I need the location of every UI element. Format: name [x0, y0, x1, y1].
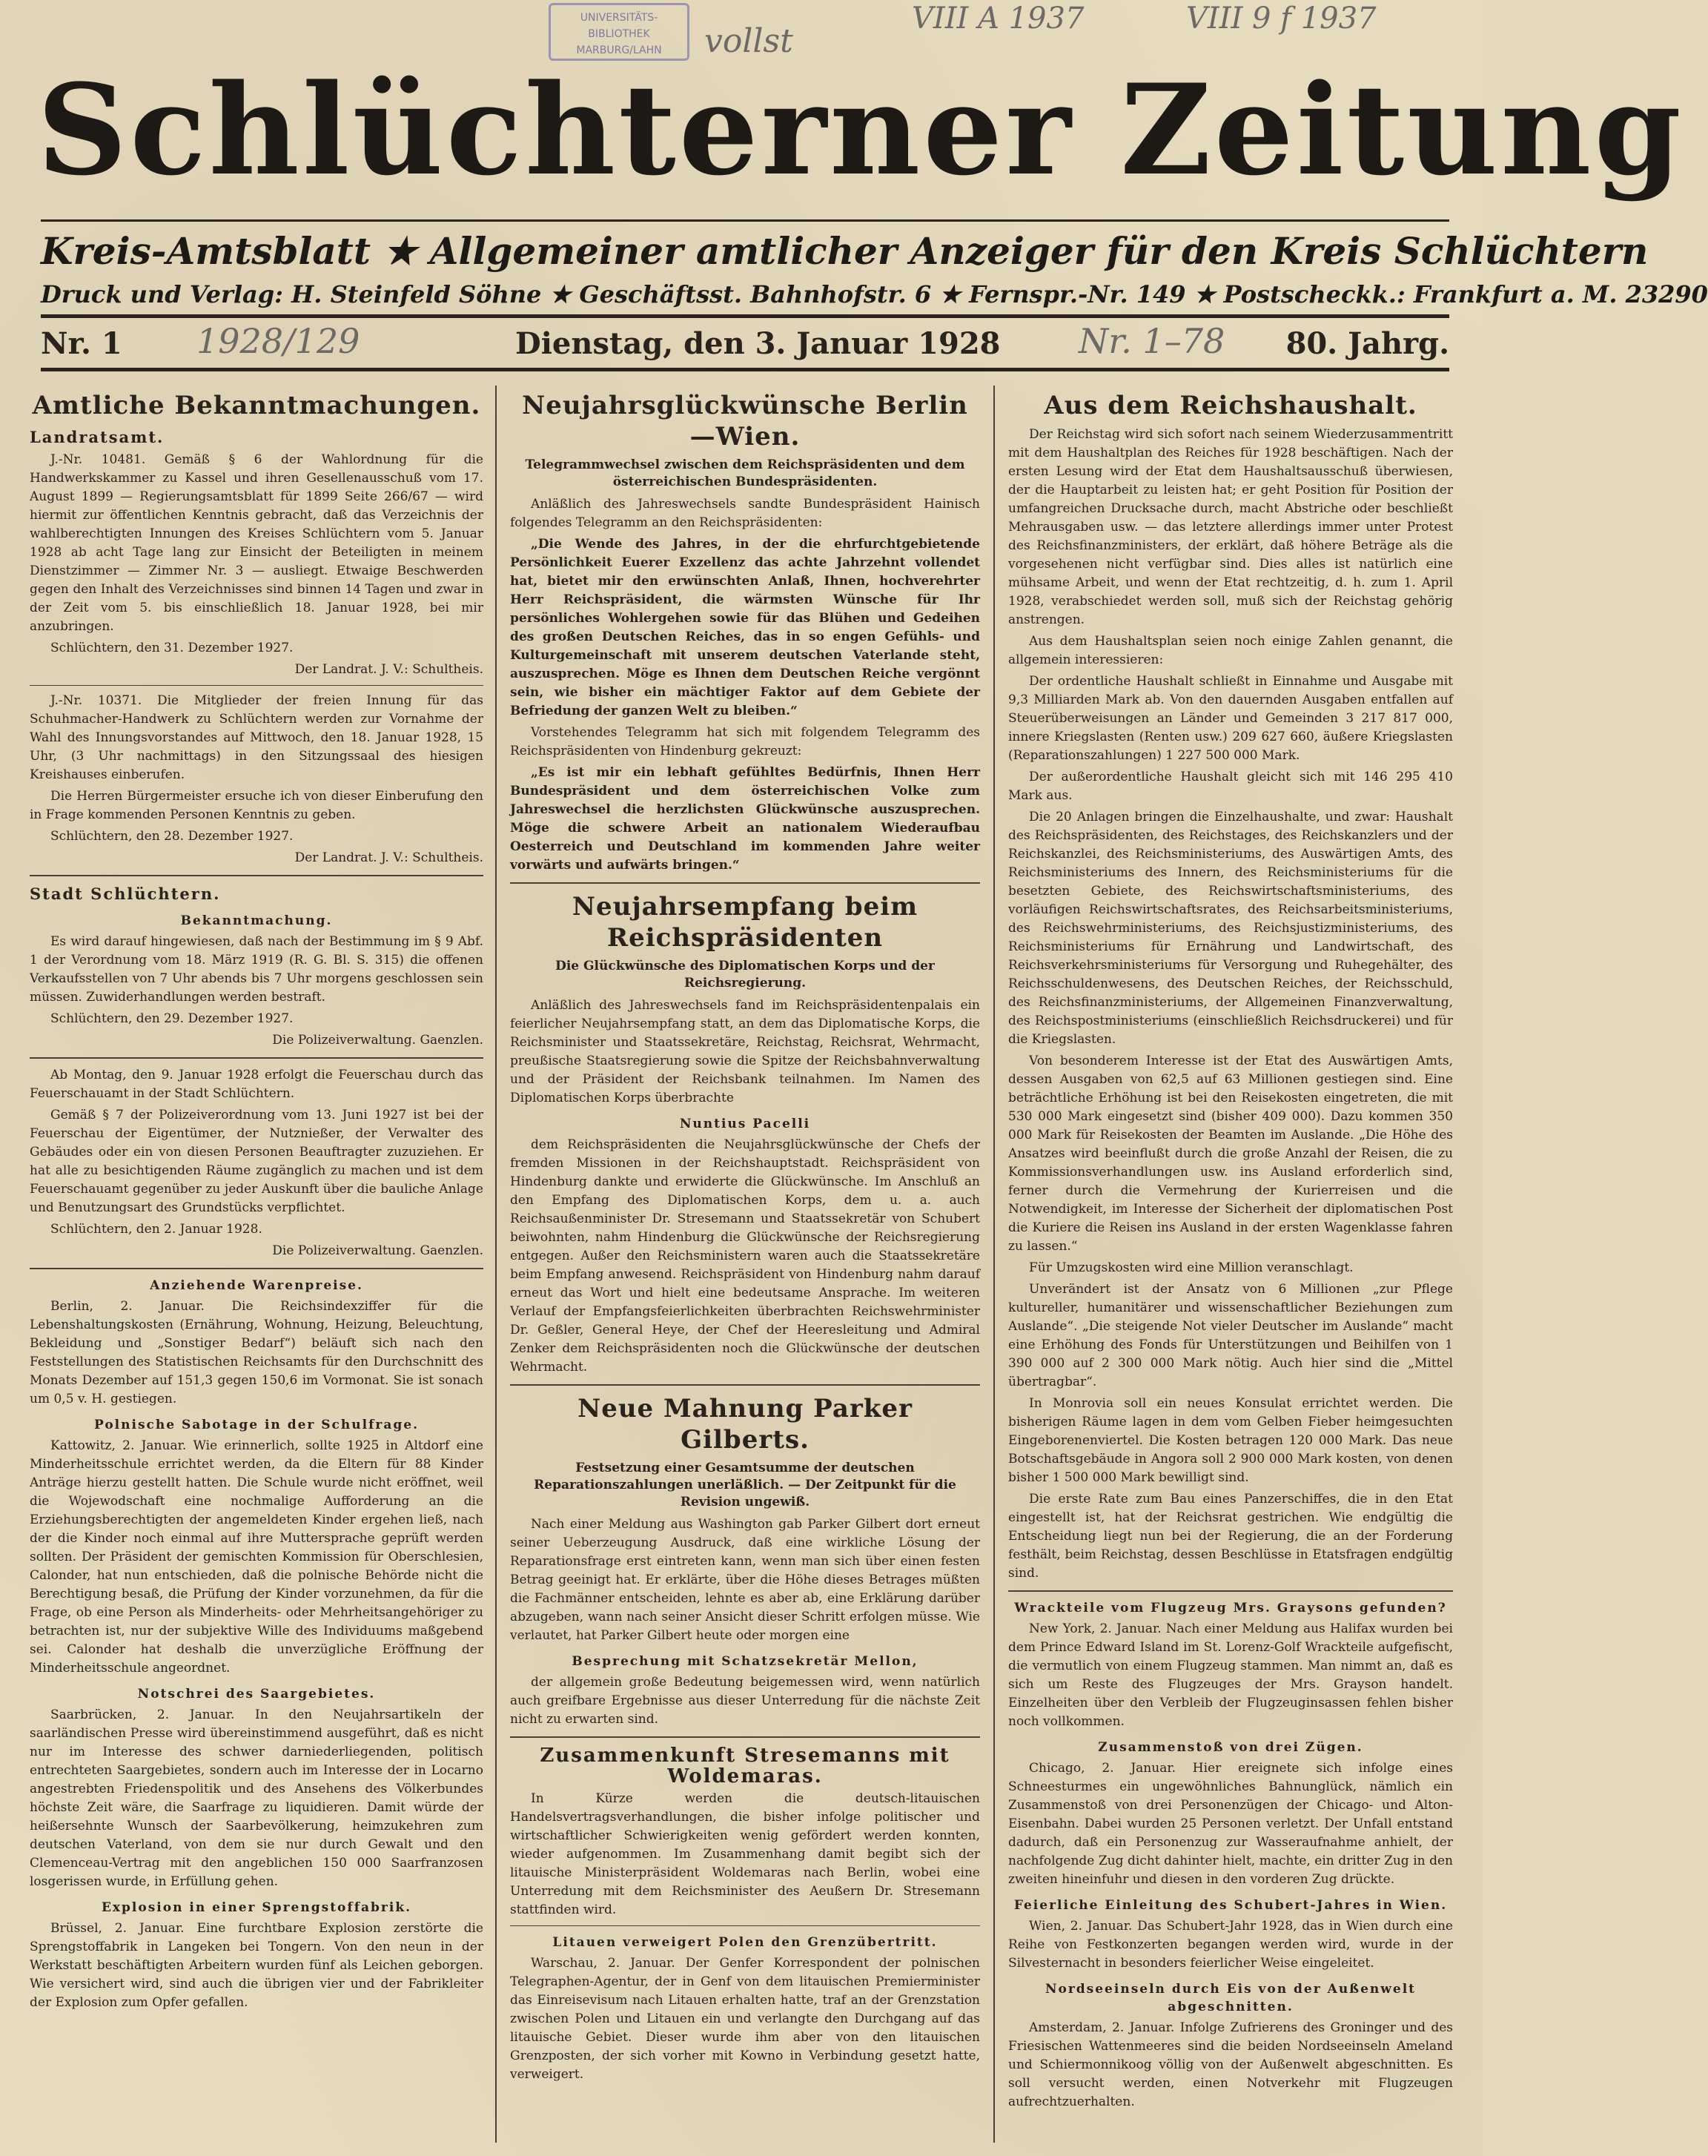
column-divider-1	[495, 386, 497, 2143]
notice-verkaufsstellen: Es wird darauf hingewiesen, daß nach der Bestimmung im § 9 Abf. 1 der Verordnung vom 18. März 1919 (R. G. Bl. S. 315) die offenen Verkaufsstellen von 7 Uhr abends bis 7 Uhr morgens geschlossen sein müssen. Zuwiderhandlungen werden bestraft.	[30, 934, 483, 1005]
article-glueck-reply: Vorstehendes Telegramm hat sich mit folgendem Telegramm des Reichspräsidenten von Hindenburg gekreuzt:	[510, 725, 980, 758]
notice-signature: Der Landrat. J. V.: Schultheis.	[294, 850, 483, 865]
lede-neujahrsempfang: Die Glückwünsche des Diplomatischen Korps und der Reichsregierung.	[555, 959, 935, 991]
article-empfang: Anläßlich des Jahreswechsels fand im Reichspräsidentenpalais ein feierlicher Neujahrsempfang statt, an dem das Diplomatische Korps, die Reichsminister und Staatssekretäre, Reichstag, Reichsrat, Wehrmacht, preußische Staatsregierung sowie die Spitze der Reichsbahnverwaltung und der Präsident der Reichsbank teilnahmen. Im Namen des Diplomatischen Korps überbrachte	[510, 998, 980, 1105]
article-nordsee: Amsterdam, 2. Januar. Infolge Zufrierens des Groninger und des Friesischen Wattenmeeres sind die beiden Nordseeinseln Ameland und Schiermonnikoog völlig von der Außenwelt abgeschnitten. Es soll versucht werden, einen Notverkehr mit Flugzeugen aufrechtzuerhalten.	[1008, 2020, 1453, 2109]
pencil-note-range: Nr. 1–78	[1079, 321, 1225, 361]
divider	[30, 1268, 483, 1269]
heading-explosion: Explosion in einer Sprengstoffabrik.	[101, 1900, 412, 1915]
imprint-line: Druck und Verlag: H. Steinfeld Söhne ★ Geschäftsst. Bahnhofstr. 6 ★ Fernspr.-Nr. 149 ★ Postscheckk.: Frankfurt a. M. 23290	[41, 280, 1708, 308]
article-haushalt-6: Von besonderem Interesse ist der Etat des Auswärtigen Amts, dessen Ausgaben von 62,5 auf 63 Millionen gestiegen sind. Eine beträchtliche Erhöhung ist bei den Reisekosten eingetreten, die mit 530 000 Mark eingesetzt sind (bisher 409 000). Dazu kommen 350 000 Mark für Reisekosten der Beamten im Auslande. „Die Höhe des Ansatzes wird beeinflußt durch die große Anzahl der Reisen, die zu Kommissionsverhandlungen usw. ins Ausland erforderlich sind, ferner durch die Vermehrung der Kurierreisen und die Notwendigkeit, im Interesse der Sicherheit der diplomatischen Post die Kuriere die Reisen ins Ausland in der ersten Wagenklasse fahren zu lassen.“	[1008, 1054, 1453, 1254]
notice-signature: Der Landrat. J. V.: Schultheis.	[294, 662, 483, 677]
divider	[510, 1925, 980, 1926]
article-haushalt-9: In Monrovia soll ein neues Konsulat errichtet werden. Die bisherigen Räume lagen in dem vom Gelben Fieber heimgesuchten Eingeborenenviertel. Die Kosten betragen 120 000 Mark. Das neue Botschaftsgebäude in Angora soll 2 900 000 Mark kosten, von denen bisher 1 500 000 Mark bewilligt sind.	[1008, 1396, 1453, 1485]
notice-date: Schlüchtern, den 29. Dezember 1927.	[50, 1011, 294, 1026]
divider	[1008, 1590, 1453, 1592]
article-sabotage: Kattowitz, 2. Januar. Wie erinnerlich, sollte 1925 in Altdorf eine Minderheitsschule errichtet werden, da die Eltern für 88 Kinder Anträge hierzu gestellt hatten. Die Schule wurde nicht eröffnet, weil die Wojewodschaft eine nochmalige Aufforderung an die Erziehungsberechtigten der angemeldeten Kinder ergehen ließ, nach der die Kinder noch einmal auf ihre Muttersprache geprüft werden sollten. Der Präsident der gemischten Kommission für Oberschlesien, Calonder, hat nun entschieden, daß die polnische Behörde nicht die Berechtigung besaß, die Prüfung der Kinder vorzunehmen, da für die Frage, ob eine Person als Minderheits- oder Mehrheitsangehöriger zu betrachten ist, nur der subjektive Wille des Individuums maßgebend sei. Calonder hat deshalb die unverzügliche Eröffnung der Minderheitsschule angeordnet.	[30, 1438, 483, 1676]
pencil-note-years: 1928/129	[196, 321, 360, 361]
stamp-line-2: BIBLIOTHEK	[588, 28, 650, 40]
divider	[510, 882, 980, 884]
article-explosion: Brüssel, 2. Januar. Eine furchtbare Explosion zerstörte die Sprengstoffabrik in Langeken bei Tongern. Von den neun in der Werkstatt beschäftigten Arbeitern wurden fünf als Leichen geborgen. Wie versichert wird, sind auch die übrigen vier und der Fabrikleiter der Explosion zum Opfer gefallen.	[30, 1921, 483, 2010]
divider	[30, 685, 483, 686]
article-nuntius: dem Reichspräsidenten die Neujahrsglückwünsche der Chefs der fremden Missionen in der Reichshauptstadt. Reichspräsident von Hindenburg dankte und erwiderte die Glückwünsche. Im Anschluß an den Empfang des Diplomatischen Korps, dem u. a. auch Reichsaußenminister Dr. Stresemann und Staatssekretär von Schubert beiwohnten, nahm Hindenburg die Glückwünsche der Reichsregierung entgegen. Außer den Reichsministern waren auch die Staatssekretäre beim Empfang anwesend. Reichspräsident von Hindenburg nahm darauf erneut das Wort und hielt eine bedeutsame Ansprache. Im weiteren Verlauf der Empfangsfeierlichkeiten überbrachten Reichswehrminister Dr. Geßler, General Heye, der Chef der Heeresleitung und Admiral Zenker dem Reichspräsidenten noch die Glückwünsche der deutschen Wehrmacht.	[510, 1137, 980, 1375]
dateline-rule	[41, 368, 1449, 371]
heading-amtliche: Amtliche Bekanntmachungen.	[32, 391, 481, 420]
masthead-rule	[41, 219, 1449, 222]
article-woldemaras: In Kürze werden die deutsch-litauischen Handelsvertragsverhandlungen, die bisher infolge politischer und wirtschaftlicher Schwierigkeiten wenig gefördert werden konnten, wieder aufgenommen. Im Zusammenhang damit begibt sich der litauische Ministerpräsident Woldemaras nach Berlin, wobei eine Unterredung mit dem Reichsminister des Aeußern Dr. Stresemann stattfinden wird.	[510, 1791, 980, 1917]
article-mahnung: Nach einer Meldung aus Washington gab Parker Gilbert dort erneut seiner Ueberzeugung Ausdruck, daß eine wirkliche Lösung der Reparationsfrage erst eintreten kann, wenn man sich über einen festen Betrag geeinigt hat. Er erklärte, über die Höhe dieses Betrages müßten die Fachmänner entscheiden, lehnte es aber ab, eine Erklärung darüber abzugeben, wann nach seiner Ansicht dieser Schritt erfolgen müsse. Wie verlautet, hat Parker Gilbert heute oder morgen eine	[510, 1517, 980, 1643]
notice-date: Schlüchtern, den 31. Dezember 1927.	[50, 641, 294, 655]
notice-polizeiverordnung: Gemäß § 7 der Polizeiverordnung vom 13. Juni 1927 ist bei der Feuerschau der Eigentümer, der Nutznießer, der Verwalter des Gebäudes oder ein von diesen Personen Beauftragter zuzuziehen. Er hat alle zu besichtigenden Räume zugänglich zu machen und ist dem Feuerschauamt gegenüber zu jeder Auskunft über die bauliche Anlage und Benutzungsart des Grundstücks verpflichtet.	[30, 1108, 483, 1215]
divider	[510, 1384, 980, 1386]
article-haushalt-2: Aus dem Haushaltsplan seien noch einige Zahlen genannt, die allgemein interessieren:	[1008, 634, 1453, 667]
heading-bekanntmachung: Bekanntmachung.	[180, 913, 333, 928]
volume-year: 80. Jahrg.	[1285, 326, 1449, 361]
article-flugzeug: New York, 2. Januar. Nach einer Meldung aus Halifax wurden bei dem Prince Edward Island im St. Lorenz-Golf Wrackteile aufgefischt, die vermutlich von einem Flugzeug stammen. Man nimmt an, daß es sich um Reste des Flugzeuges der Mrs. Grayson handelt. Einzelheiten über den Verbleib der Flugzeuginsassen fehlen bisher noch vollkommen.	[1008, 1621, 1453, 1729]
issue-number: Nr. 1	[41, 326, 122, 361]
column-2	[510, 386, 980, 2143]
heading-woldemaras: Zusammenkunft Stresemanns mit Woldemaras.	[540, 1745, 950, 1788]
heading-neujahrsempfang: Neujahrsempfang beim Reichspräsidenten	[572, 892, 918, 953]
article-warenpreise: Berlin, 2. Januar. Die Reichsindexziffer für die Lebenshaltungskosten (Ernährung, Wohnung, Heizung, Beleuchtung, Bekleidung und „Sonstiger Bedarf“) beläuft sich nach den Feststellungen des Statistischen Reichsamts für den Durchschnitt des Monats Dezember auf 151,3 gegen 150,6 im Vormonat. Sie ist sonach um 0,5 v. H. gestiegen.	[30, 1299, 483, 1406]
article-haushalt-4: Der außerordentliche Haushalt gleicht sich mit 146 295 410 Mark aus.	[1008, 770, 1453, 803]
divider	[510, 1736, 980, 1738]
divider	[30, 1057, 483, 1059]
lede-mahnung: Festsetzung einer Gesamtsumme der deutschen Reparationszahlungen unerläßlich. — Der Zeitpunkt für die Revision ungewiß.	[534, 1461, 956, 1509]
heading-landratsamt: Landratsamt.	[30, 428, 165, 446]
column-divider-2	[993, 386, 995, 2143]
masthead-title: Schlüchterner Zeitung	[37, 56, 1684, 203]
article-haushalt-10: Die erste Rate zum Bau eines Panzerschiffes, die in den Etat eingestellt ist, hat der Reichsrat gestrichen. Wie endgültig die Entscheidung liegt nun bei der Regierung, die an der Forderung festhält, beim Reichstag, dessen Beschlüsse in Etatsfragen endgültig sind.	[1008, 1492, 1453, 1581]
heading-flugzeug: Wrackteile vom Flugzeug Mrs. Graysons gefunden?	[1014, 1601, 1447, 1616]
imprint-rule	[41, 314, 1449, 318]
notice-signature: Die Polizeiverwaltung. Gaenzlen.	[272, 1243, 483, 1258]
article-haushalt-7: Für Umzugskosten wird eine Million veranschlagt.	[1029, 1260, 1354, 1275]
pencil-note-vollst: vollst	[704, 22, 793, 60]
heading-zuege: Zusammenstoß von drei Zügen.	[1098, 1740, 1363, 1755]
notice-buergermeister: Die Herren Bürgermeister ersuche ich von dieser Einberufung den in Frage kommenden Personen Kenntnis zu geben.	[30, 789, 483, 822]
heading-warenpreise: Anziehende Warenpreise.	[150, 1278, 363, 1293]
quote-hainisch: „Die Wende des Jahres, in der die ehrfurchtgebietende Persönlichkeit Euerer Exzellenz das achte Jahrzehnt vollendet hat, bietet mir den erwünschten Anlaß, Ihnen, hochverehrter Herr Reichspräsident, die wärmsten Wünsche für Ihr persönliches Wohlergehen sowie für das Blühen und Gedeihen des großen Deutschen Reiches, das in so engen Gefühls- und Kulturgemeinschaft mit unserem deutschen Vaterlande steht, auszusprechen. Möge es Ihnen dem Deutschen Reiche vergönnt sein, wie bisher ein mächtiger Faktor auf dem Gebiete der Befriedung der ganzen Welt zu bleiben.“	[510, 537, 980, 718]
article-mellon: der allgemein große Bedeutung beigemessen wird, wenn natürlich auch greifbare Ergebnisse aus dieser Unterredung für die nächste Zeit nicht zu erwarten sind.	[510, 1675, 980, 1727]
column-3	[1008, 386, 1453, 2143]
heading-glueckwuensche: Neujahrsglückwünsche Berlin—Wien.	[522, 391, 968, 452]
heading-sabotage: Polnische Sabotage in der Schulfrage.	[94, 1418, 419, 1432]
heading-mellon: Besprechung mit Schatzsekretär Mellon,	[572, 1654, 918, 1669]
article-haushalt-5: Die 20 Anlagen bringen die Einzelhaushalte, und zwar: Haushalt des Reichspräsidenten, des Reichstages, des Reichskanzlers und der Reichskanzlei, des Reichsministeriums, des Auswärtigen Amts, des Reichsministeriums des Innern, des Reichsministeriums für die besetzten Gebiete, des Reichswirtschaftsministeriums, des vorläufigen Reichswirtschaftsrates, des Reichsarbeitsministeriums, des Reichswehrministeriums, des Reichsjustizministeriums, des Reichsministeriums für Ernährung und Landwirtschaft, des Reichsverkehrsministeriums für Versorgung und Ruhegehälter, des Reichsschuldenwesens, des Deutschen Reiches, der Reichsschuld, des Reichsfinanzministeriums, der Allgemeinen Finanzverwaltung, des Reichspostministeriums (einschließlich Reichsdruckerei) und für die Kriegslasten.	[1008, 810, 1453, 1047]
notice-wahlordnung: J.-Nr. 10481. Gemäß § 6 der Wahlordnung für die Handwerkskammer zu Kassel und ihren Gesellenausschuß vom 17. August 1899 — Regierungsamtsblatt für 1899 Seite 266/67 — wird hiermit zur öffentlichen Kenntnis gebracht, daß das Verzeichnis der wahlberechtigten Innungen des Kreises Schlüchtern vom 5. Januar 1928 ab acht Tage lang zur Einsicht der Beteiligten in meinem Dienstzimmer — Zimmer Nr. 3 — ausliegt. Etwaige Beschwerden gegen den Inhalt des Verzeichnisses sind binnen 14 Tagen und zwar in der Zeit vom 5. bis einschließlich 18. Januar 1928, bei mir anzubringen.	[30, 452, 483, 634]
notice-feuerschau: Ab Montag, den 9. Januar 1928 erfolgt die Feuerschau durch das Feuerschauamt in der Stadt Schlüchtern.	[30, 1068, 483, 1101]
pencil-note-shelfmark-1: VIII A 1937	[912, 1, 1085, 36]
article-zuege: Chicago, 2. Januar. Hier ereignete sich infolge eines Schneesturmes ein ungewöhnliches Bahnunglück, nämlich ein Zusammenstoß von drei Personenzügen der Chicago- und Alton-Eisenbahn. Dabei wurden 25 Personen verletzt. Der Unfall entstand dadurch, daß ein Personenzug zur Wasseraufnahme anhielt, der nachfolgende Zug dicht dahinter hielt, machte, ein dritter Zug in den zweiten hineinfuhr und diesen in den vorderen Zug drückte.	[1008, 1761, 1453, 1887]
dateline	[41, 323, 1449, 365]
article-litauen: Warschau, 2. Januar. Der Genfer Korrespondent der polnischen Telegraphen-Agentur, der in Genf von dem litauischen Premierminister das Einreisevisum nach Litauen erhalten hatte, traf an der Grenzstation zwischen Polen und Litauen ein und verlangte den Durchgang auf das litauische Gebiet. Dieser wurde ihm aber von den litauischen Grenzposten, der sich vorher mit Kowno in Verbindung gesetzt hatte, verweigert.	[510, 1956, 980, 2082]
heading-nordsee: Nordseeinseln durch Eis von der Außenwelt abgeschnitten.	[1045, 1982, 1417, 2014]
stamp-line-1: UNIVERSITÄTS-	[580, 12, 658, 24]
article-haushalt-3: Der ordentliche Haushalt schließt in Einnahme und Ausgabe mit 9,3 Milliarden Mark ab. Von den dauernden Ausgaben entfallen auf Steuerüberweisungen an Länder und Gemeinden 3 217 817 000, innere Kriegslasten (Renten usw.) 209 627 660, äußere Kriegslasten (Reparationszahlungen) 1 227 500 000 Mark.	[1008, 674, 1453, 763]
divider	[30, 875, 483, 876]
quote-hindenburg: „Es ist mir ein lebhaft gefühltes Bedürfnis, Ihnen Herr Bundespräsident und dem österreichischen Volke zum Jahreswechsel die herzlichsten Glückwünsche auszusprechen. Möge die schwere Arbeit an nationalem Wiederaufbau Oesterreich und Deutschland im kommenden Jahre weiter vorwärts und aufwärts bringen.“	[510, 765, 980, 873]
article-haushalt-1: Der Reichstag wird sich sofort nach seinem Wiederzusammentritt mit dem Haushaltplan des Reiches für 1928 beschäftigen. Nach der ersten Lesung wird der Etat dem Haushaltsausschuß überwiesen, der die Hauptarbeit zu leisten hat; er geht Position für Position der umfangreichen Drucksache durch, macht Abstriche oder beschließt Mehrausgaben usw. — das letztere allerdings immer unter Protest des Reichsfinanzministers, der erklärt, daß höhere Beträge als die vorgesehenen nicht verfügbar sind. Dies alles ist natürlich eine mühsame Arbeit, und wenn der Etat rechtzeitig, d. h. zum 1. April 1928, verabschiedet werden soll, muß sich der Reichstag gehörig anstrengen.	[1008, 427, 1453, 627]
notice-innung: J.-Nr. 10371. Die Mitglieder der freien Innung für das Schuhmacher-Handwerk zu Schlüchtern werden zur Vornahme der Wahl des Innungsvorstandes auf Mittwoch, den 18. Januar 1928, 15 Uhr, (3 Uhr nachmittags) in den Sitzungssaal des hiesigen Kreishauses einberufen.	[30, 693, 483, 782]
stamp-line-3: MARBURG/LAHN	[576, 44, 662, 56]
article-haushalt-8: Unverändert ist der Ansatz von 6 Millionen „zur Pflege kultureller, humanitärer und wissenschaftlicher Beziehungen zum Auslande“. „Die steigende Not vieler Deutscher im Auslande“ macht eine Erhöhung des Fonds für Unterstützungen und Beihilfen von 1 390 000 auf 2 300 000 Mark nötig. Auch hier sind die „Mittel übertragbar“.	[1008, 1282, 1453, 1389]
article-schubert: Wien, 2. Januar. Das Schubert-Jahr 1928, das in Wien durch eine Reihe von Festkonzerten begangen werden wird, wurde in der Silvesternacht in besonders feierlicher Weise eingeleitet.	[1008, 1919, 1453, 1971]
heading-schubert: Feierliche Einleitung des Schubert-Jahres in Wien.	[1013, 1898, 1448, 1913]
notice-date: Schlüchtern, den 2. Januar 1928.	[50, 1222, 262, 1237]
heading-stadt: Stadt Schlüchtern.	[30, 884, 221, 903]
notice-signature: Die Polizeiverwaltung. Gaenzlen.	[272, 1033, 483, 1048]
heading-nuntius: Nuntius Pacelli	[679, 1117, 811, 1131]
column-1	[30, 386, 483, 2143]
heading-notschrei: Notschrei des Saargebietes.	[137, 1687, 376, 1702]
article-notschrei: Saarbrücken, 2. Januar. In den Neujahrsartikeln der saarländischen Presse wird übereinstimmend ausgeführt, daß es nicht nur im Interesse des schwer darniederliegenden, politisch entrechteten Saargebietes, sondern auch im Interesse der in Locarno angestrebten Friedenspolitik und des Ansehens des Völkerbundes höchste Zeit wäre, die Saarfrage zu liquidieren. Damit würde der heißersehnte Wunsch der Saarbevölkerung, heimzukehren zum deutschen Vaterland, von dem sie nur durch Gewalt und den Clemenceau-Vertrag mit den angeblichen 150 000 Saarfranzosen losgerissen wurde, in Erfüllung gehen.	[30, 1707, 483, 1889]
heading-reichshaushalt: Aus dem Reichshaushalt.	[1044, 391, 1417, 420]
masthead-subtitle: Kreis-Amtsblatt ★ Allgemeiner amtlicher Anzeiger für den Kreis Schlüchtern	[41, 229, 1649, 273]
pencil-note-shelfmark-2: VIII 9 f 1937	[1186, 1, 1377, 36]
article-glueck-intro: Anläßlich des Jahreswechsels sandte Bundespräsident Hainisch folgendes Telegramm an den Reichspräsidenten:	[510, 497, 980, 530]
lede-glueckwuensche: Telegrammwechsel zwischen dem Reichspräsidenten und dem österreichischen Bundespräsidenten.	[525, 457, 965, 489]
issue-date: Dienstag, den 3. Januar 1928	[515, 326, 1001, 361]
heading-mahnung: Neue Mahnung Parker Gilberts.	[577, 1394, 913, 1455]
notice-date: Schlüchtern, den 28. Dezember 1927.	[50, 829, 294, 844]
heading-litauen: Litauen verweigert Polen den Grenzübertritt.	[552, 1935, 938, 1950]
